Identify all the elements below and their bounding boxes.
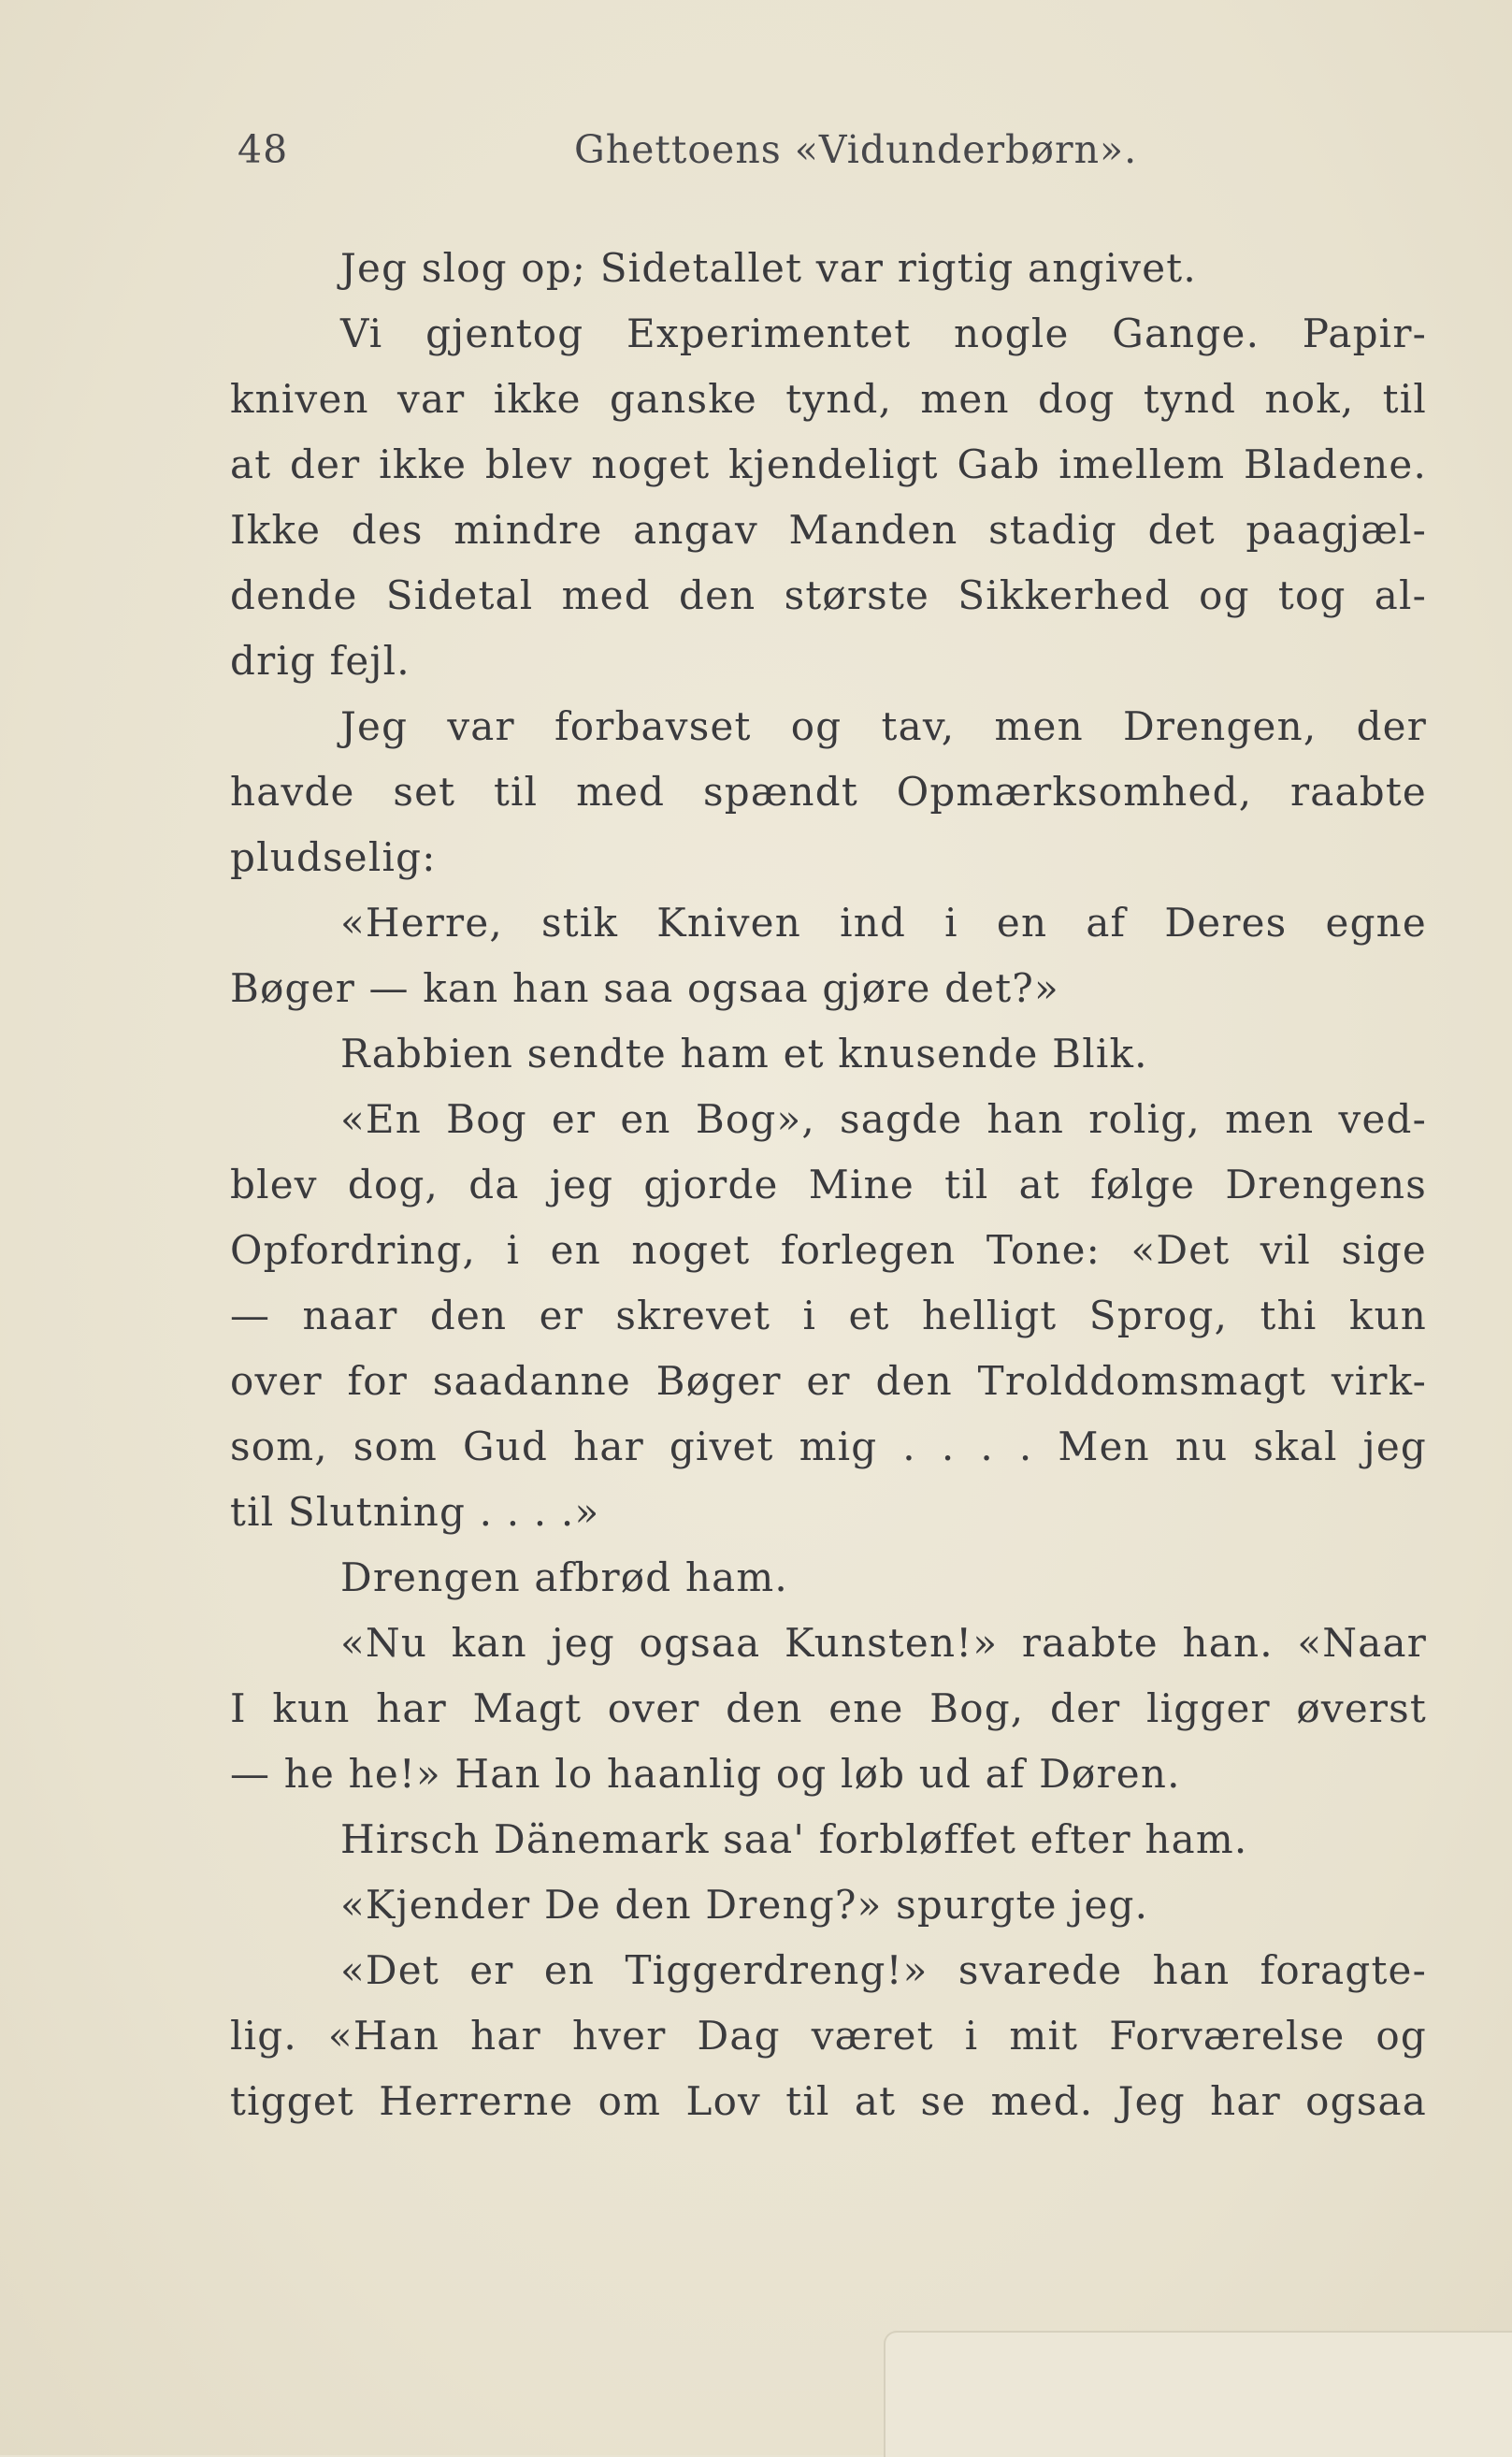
- text-line: «Herre, stik Kniven ind i en af Deres egne: [340, 900, 1427, 946]
- text-line: over for saadanne Bøger er den Trolddomsmagt virk-: [230, 1358, 1427, 1404]
- text-line: Bøger — kan han saa ogsaa gjøre det?»: [230, 965, 1059, 1011]
- text-line: blev dog, da jeg gjorde Mine til at følge Drengens: [230, 1162, 1427, 1207]
- text-line: Rabbien sendte ham et knusende Blik.: [340, 1031, 1148, 1077]
- body-text: [230, 236, 1427, 2134]
- text-line: — he he!» Han lo haanlig og løb ud af Døren.: [230, 1751, 1181, 1797]
- text-line: at der ikke blev noget kjendeligt Gab imellem Bladene.: [230, 441, 1427, 487]
- text-line: Opfordring, i en noget forlegen Tone: «Det vil sige: [230, 1227, 1427, 1273]
- page-edge: [884, 2331, 1512, 2457]
- page-number: 48: [238, 127, 289, 172]
- text-line: Jeg slog op; Sidetallet var rigtig angivet.: [340, 245, 1197, 291]
- text-line: «Det er en Tiggerdreng!» svarede han foragte-: [340, 1947, 1427, 1993]
- text-line: Ikke des mindre angav Manden stadig det paagjæl-: [230, 507, 1427, 553]
- text-line: Jeg var forbavset og tav, men Drengen, der: [340, 703, 1427, 749]
- text-line: — naar den er skrevet i et helligt Sprog, thi kun: [230, 1293, 1427, 1338]
- text-line: Hirsch Dänemark saa' forbløffet efter ham.: [340, 1816, 1248, 1862]
- text-line: tigget Herrerne om Lov til at se med. Jeg har ogsaa: [230, 2078, 1427, 2124]
- text-line: «En Bog er en Bog», sagde han rolig, men ved-: [340, 1096, 1427, 1142]
- text-line: kniven var ikke ganske tynd, men dog tynd nok, til: [230, 376, 1427, 422]
- page-header: [238, 127, 1416, 183]
- text-line: havde set til med spændt Opmærksomhed, raabte: [230, 769, 1427, 815]
- text-line: Drengen afbrød ham.: [340, 1554, 788, 1600]
- text-line: dende Sidetal med den største Sikkerhed og tog al-: [230, 572, 1427, 618]
- text-line: Vi gjentog Experimentet nogle Gange. Papir-: [340, 311, 1427, 356]
- text-line: «Kjender De den Dreng?» spurgte jeg.: [340, 1882, 1149, 1928]
- text-line: pludselig:: [230, 834, 437, 880]
- text-line: lig. «Han har hver Dag været i mit Forværelse og: [230, 2013, 1427, 2059]
- text-line: I kun har Magt over den ene Bog, der ligger øverst: [230, 1685, 1427, 1731]
- text-line: som, som Gud har givet mig . . . . Men nu skal jeg: [230, 1424, 1427, 1469]
- running-title: Ghettoens «Vidunderbørn».: [574, 127, 1138, 172]
- text-line: drig fejl.: [230, 638, 410, 684]
- text-line: til Slutning . . . .»: [230, 1489, 600, 1535]
- text-line: «Nu kan jeg ogsaa Kunsten!» raabte han. «Naar: [340, 1620, 1427, 1666]
